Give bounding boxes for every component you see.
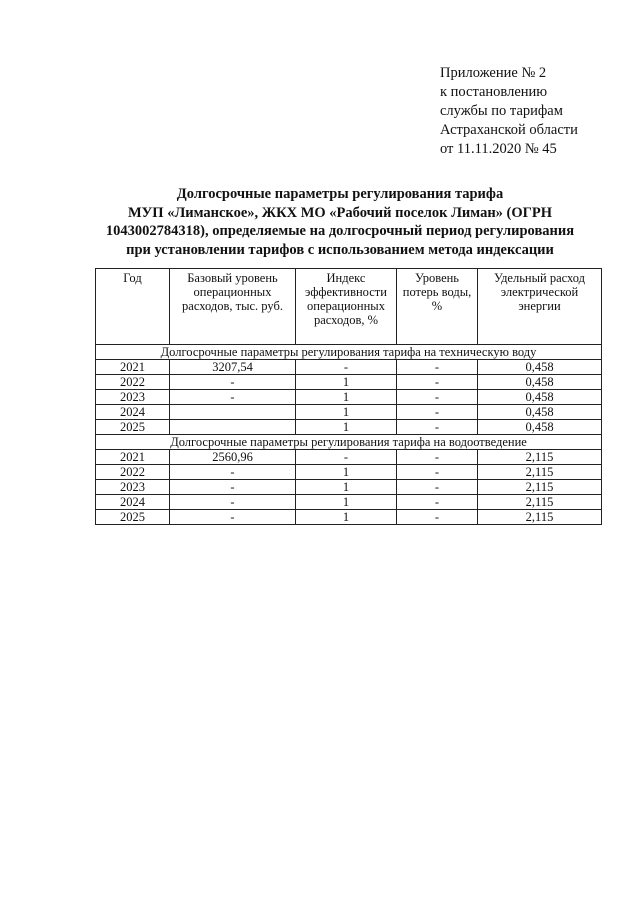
cell-year: 2021 (96, 360, 170, 375)
header-energy-consumption: Удельный расход электрической энергии (478, 269, 602, 345)
cell-year: 2024 (96, 495, 170, 510)
title-line: 1043002784318), определяемые на долгосрочный период регулирования (105, 223, 575, 239)
table-row (96, 465, 602, 480)
cell-base (170, 420, 296, 435)
title-line: Долгосрочные параметры регулирования тарифа (176, 186, 504, 202)
cell-base: - (170, 375, 296, 390)
cell-index: - (296, 450, 397, 465)
cell-base (170, 405, 296, 420)
cell-year: 2021 (96, 450, 170, 465)
cell-loss: - (397, 420, 478, 435)
appendix-block (440, 64, 630, 159)
cell-energy: 2,115 (478, 495, 602, 510)
section-title: Долгосрочные параметры регулирования тарифа на техническую воду (96, 345, 602, 360)
cell-energy: 2,115 (478, 510, 602, 525)
appendix-line: службы по тарифам (440, 103, 563, 119)
cell-index: 1 (296, 405, 397, 420)
appendix-line: от 11.11.2020 № 45 (440, 141, 557, 157)
cell-index: 1 (296, 465, 397, 480)
cell-loss: - (397, 495, 478, 510)
cell-energy: 2,115 (478, 465, 602, 480)
header-year: Год (96, 269, 170, 345)
parameters-table (95, 268, 602, 525)
cell-energy: 0,458 (478, 360, 602, 375)
cell-index: 1 (296, 420, 397, 435)
cell-energy: 0,458 (478, 375, 602, 390)
section-row (96, 435, 602, 450)
table-row (96, 450, 602, 465)
cell-base: 3207,54 (170, 360, 296, 375)
cell-loss: - (397, 360, 478, 375)
cell-index: 1 (296, 495, 397, 510)
cell-energy: 0,458 (478, 390, 602, 405)
cell-loss: - (397, 390, 478, 405)
cell-base: - (170, 510, 296, 525)
cell-energy: 2,115 (478, 450, 602, 465)
cell-year: 2023 (96, 480, 170, 495)
cell-year: 2025 (96, 420, 170, 435)
cell-index: 1 (296, 375, 397, 390)
section-title: Долгосрочные параметры регулирования тарифа на водоотведение (96, 435, 602, 450)
table-row (96, 405, 602, 420)
cell-energy: 2,115 (478, 480, 602, 495)
cell-base: - (170, 495, 296, 510)
cell-energy: 0,458 (478, 420, 602, 435)
cell-loss: - (397, 465, 478, 480)
cell-energy: 0,458 (478, 405, 602, 420)
cell-base: 2560,96 (170, 450, 296, 465)
document-title (80, 185, 600, 259)
section-row (96, 345, 602, 360)
cell-index: 1 (296, 480, 397, 495)
cell-year: 2022 (96, 465, 170, 480)
appendix-line: Астраханской области (440, 122, 578, 138)
table-header-row (96, 269, 602, 345)
cell-base: - (170, 390, 296, 405)
cell-index: - (296, 360, 397, 375)
cell-loss: - (397, 405, 478, 420)
table-row (96, 495, 602, 510)
table-row (96, 390, 602, 405)
appendix-line: Приложение № 2 (440, 65, 547, 81)
title-line: МУП «Лиманское», ЖКХ МО «Рабочий поселок Лиман» (ОГРН (127, 204, 553, 221)
title-line: при установлении тарифов с использованием метода индексации (126, 241, 554, 258)
cell-year: 2022 (96, 375, 170, 390)
cell-year: 2024 (96, 405, 170, 420)
cell-loss: - (397, 510, 478, 525)
cell-year: 2023 (96, 390, 170, 405)
table-row (96, 480, 602, 495)
cell-loss: - (397, 450, 478, 465)
cell-index: 1 (296, 390, 397, 405)
appendix-line: к постановлению (440, 84, 548, 100)
header-efficiency-index: Индекс эффективности операционных расходов, % (296, 269, 397, 345)
cell-loss: - (397, 480, 478, 495)
table-row (96, 420, 602, 435)
cell-year: 2025 (96, 510, 170, 525)
cell-base: - (170, 465, 296, 480)
cell-loss: - (397, 375, 478, 390)
table-row (96, 360, 602, 375)
header-base-cost: Базовый уровень операционных расходов, тыс. руб. (170, 269, 296, 345)
table-row (96, 510, 602, 525)
table-row (96, 375, 602, 390)
cell-index: 1 (296, 510, 397, 525)
header-water-loss: Уровень потерь воды, % (397, 269, 478, 345)
cell-base: - (170, 480, 296, 495)
